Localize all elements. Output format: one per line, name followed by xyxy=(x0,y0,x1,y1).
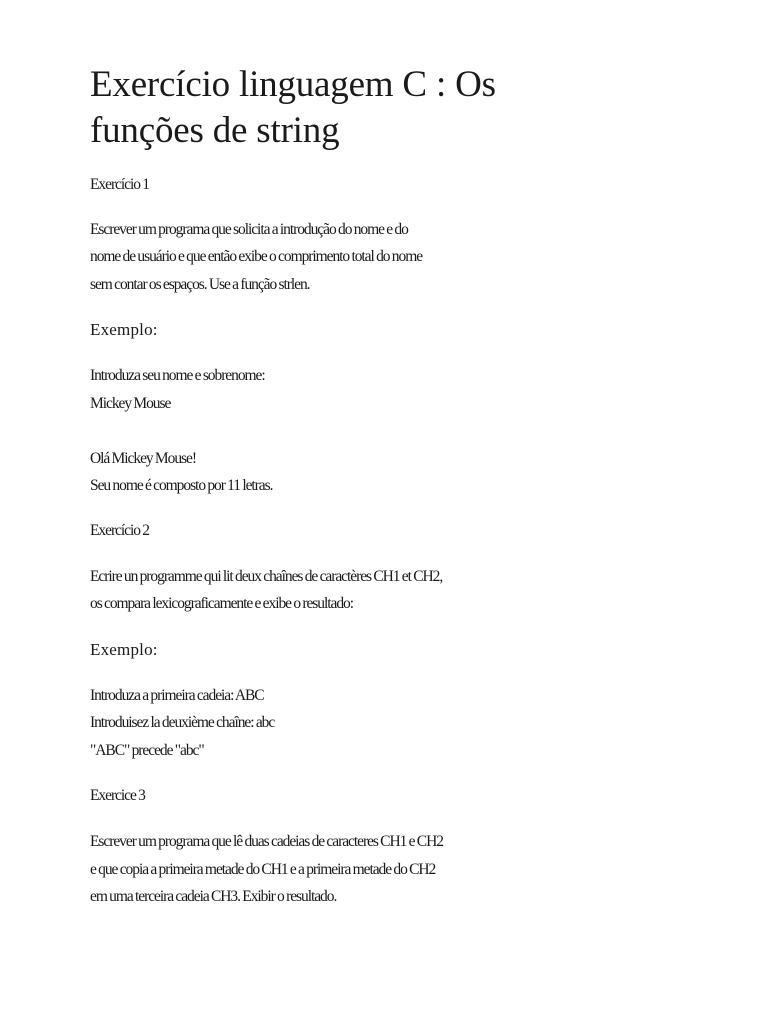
exercise-1-example-line: Olá Mickey Mouse! xyxy=(90,450,196,467)
exercise-1-heading: Exercício 1 xyxy=(90,176,149,193)
exercise-1-body-line: nome de usuário e que então exibe o comprimento total do nome xyxy=(90,248,423,265)
exercise-1-example-line: Introduza seu nome e sobrenome: xyxy=(90,367,265,384)
exercise-2-body-line: os compara lexicograficamente e exibe o resultado: xyxy=(90,595,353,612)
exercise-3-body-line: Escrever um programa que lê duas cadeias de caracteres CH1 e CH2 xyxy=(90,833,443,850)
exercise-3-body-line: e que copia a primeira metade do CH1 e a primeira metade do CH2 xyxy=(90,861,436,878)
exercise-3-heading: Exercice 3 xyxy=(90,787,145,804)
exercise-2-example-label: Exemplo: xyxy=(90,640,158,659)
exercise-2-example-line: "ABC" precede "abc" xyxy=(90,742,204,759)
exercise-2-heading: Exercício 2 xyxy=(90,522,149,539)
exercise-2-body-line: Ecrire un programme qui lit deux chaînes de caractères CH1 et CH2, xyxy=(90,568,443,585)
page-title: Exercício linguagem C : Os funções de string xyxy=(90,64,496,151)
exercise-1-example-label: Exemplo: xyxy=(90,320,158,339)
exercise-1-body-line: Escrever um programa que solicita a introdução do nome e do xyxy=(90,221,408,238)
exercise-2-example-line: Introduza a primeira cadeia: ABC xyxy=(90,687,264,704)
exercise-1-example-line: Seu nome é composto por 11 letras. xyxy=(90,477,273,494)
exercise-2-example-line: Introduisez la deuxième chaîne: abc xyxy=(90,714,275,731)
exercise-1-example-line: Mickey Mouse xyxy=(90,395,171,412)
exercise-1-body-line: sem contar os espaços. Use a função strlen. xyxy=(90,276,310,293)
exercise-3-body-line: em uma terceira cadeia CH3. Exibir o resultado. xyxy=(90,888,337,905)
